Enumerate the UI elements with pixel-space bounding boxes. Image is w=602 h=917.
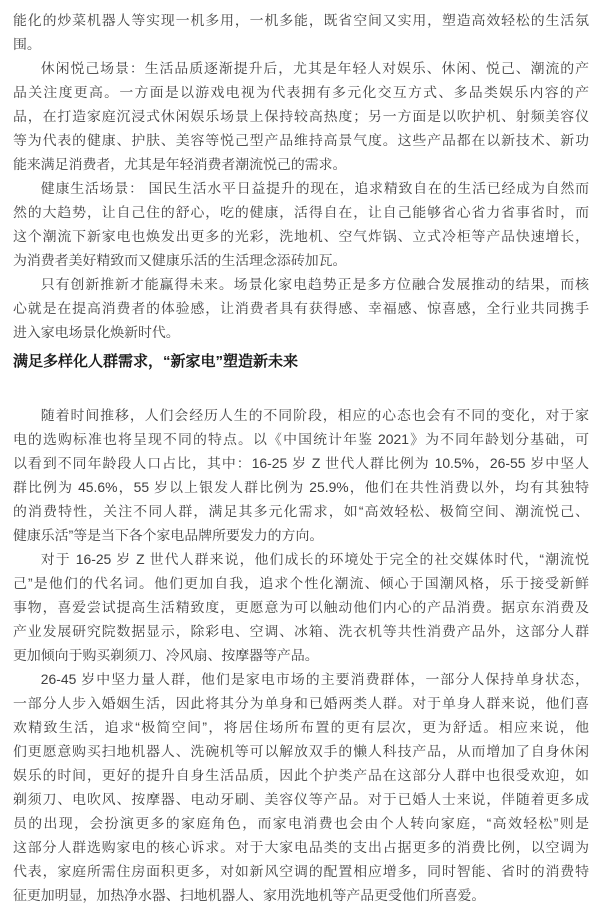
text-line: 只有创新推新才能赢得未来。场景化家电趋势正是多方位融合发展推动的结果，而核 [40, 276, 589, 292]
text-line: 健康乐活”等是当下各个家电品牌所要发力的方向。 [13, 527, 324, 543]
text-line: 的消费特性，关注不同人群，满足其多元化需求，如“高效轻松、极简空间、潮流悦己、 [13, 503, 589, 519]
paragraph [13, 667, 589, 907]
paragraph [13, 272, 589, 344]
text-line: 26-45 岁中坚力量人群，他们是家电市场的主要消费群体，一部分人保持单身状态， [40, 671, 589, 687]
text-line: 更加倾向于购买剃须刀、冷风扇、按摩器等产品。 [13, 647, 319, 663]
text-line: 剃须刀、电吹风、按摩器、电动牙刷、美容仪等产品。对于已婚人士来说，伴随着更多成 [13, 791, 589, 807]
section-heading: 满足多样化人群需求，“新家电”塑造新未来 [13, 353, 299, 370]
paragraph [13, 403, 589, 547]
text-line: 品，在打造家庭沉浸式休闲娱乐场景上保持较高热度；另一方面是以吹护机、射频美容仪 [13, 108, 589, 124]
text-line: 对于 16-25 岁 Z 世代人群来说，他们成长的环境处于完全的社交媒体时代，“潮流悦 [40, 551, 589, 567]
text-line: 群比例为 45.6%，55 岁以上银发人群比例为 25.9%，他们在共性消费以外，均有其独特 [13, 479, 589, 495]
text-line: 己”是他们的代名词。他们更加自我，追求个性化潮流、倾心于国潮风格，乐于接受新鲜 [13, 575, 589, 591]
text-line: 征更加明显，加热净水器、扫地机器人、家用洗地机等产品更受他们所喜爱。 [13, 887, 486, 903]
text-line: 欢精致生活，追求“极简空间”，将居住场所布置的更有层次，更为舒适。相应来说，他 [13, 719, 589, 735]
text-line: 等为代表的健康、护肤、美容等悦己型产品维持高景气度。这些产品都在以新技术、新功 [13, 132, 589, 148]
paragraph [13, 8, 589, 56]
text-line: 一部分人步入婚姻生活，因此将其分为单身和已婚两类人群。对于单身人群来说，他们喜 [13, 695, 589, 711]
text-line: 们更愿意购买扫地机器人、洗碗机等可以解放双手的懒人科技产品，从而增加了自身休闲 [13, 743, 589, 759]
text-line: 代表，家庭所需住房面积更多，对如新风空调的配置相应增多，同时智能、省时的消费特 [13, 863, 589, 879]
text-line: 为消费者美好精致而又健康乐活的生活理念添砖加瓦。 [13, 252, 347, 268]
text-line: 围。 [13, 36, 41, 52]
paragraph [13, 547, 589, 667]
text-line: 健康生活场景： 国民生活水平日益提升的现在，追求精致自在的生活已经成为自然而 [40, 180, 589, 196]
text-line: 休闲悦己场景：生活品质逐渐提升后，尤其是年轻人对娱乐、休闲、悦己、潮流的产 [40, 60, 589, 76]
text-line: 能化的炒菜机器人等实现一机多用，一机多能，既省空间又实用，塑造高效轻松的生活氛 [13, 12, 589, 28]
text-line: 产业发展研究院数据显示，除彩电、空调、冰箱、洗衣机等共性消费产品外，这部分人群 [13, 623, 589, 639]
text-line: 这部分人群选购家电的核心诉求。对于大家电品类的支出占据更多的消费比例，以空调为 [13, 839, 589, 855]
text-line: 娱乐的时间，更好的提升自身生活品质，因此个护类产品在这部分人群中也很受欢迎，如 [13, 767, 589, 783]
text-line: 进入家电场景化焕新时代。 [13, 324, 180, 340]
text-line: 能来满足消费者，尤其是年轻消费者潮流悦己的需求。 [13, 156, 347, 172]
text-line: 以看到不同年龄段人口占比，其中：16-25 岁 Z 世代人群比例为 10.5%，26-55 岁中坚人 [13, 455, 589, 471]
text-line: 随着时间推移，人们会经历人生的不同阶段，相应的心态也会有不同的变化，对于家 [40, 407, 589, 423]
paragraph [13, 176, 589, 272]
text-line: 事物，喜爱尝试提高生活精致度，更愿意为可以触动他们内心的产品消费。据京东消费及 [13, 599, 589, 615]
text-line: 这个潮流下新家电也焕发出更多的光彩，洗地机、空气炸锅、立式冷柜等产品快速增长， [13, 228, 589, 244]
text-line: 心就是在提高消费者的体验感，让消费者具有获得感、幸福感、惊喜感，全行业共同携手 [13, 300, 589, 316]
text-line: 员的出现，会扮演更多的家庭角色，而家电消费也会由个人转向家庭，“高效轻松”则是 [13, 815, 589, 831]
paragraph [13, 56, 589, 176]
text-line: 然的大趋势，让自己住的舒心，吃的健康，活得自在，让自己能够省心省力省事省时，而 [13, 204, 589, 220]
text-line: 电的选购标准也将呈现不同的特点。以《中国统计年鉴 2021》为不同年龄划分基础，可 [13, 431, 589, 447]
text-line: 品关注度更高。一方面是以游戏电视为代表拥有多元化交互方式、多品类娱乐内容的产 [13, 84, 589, 100]
